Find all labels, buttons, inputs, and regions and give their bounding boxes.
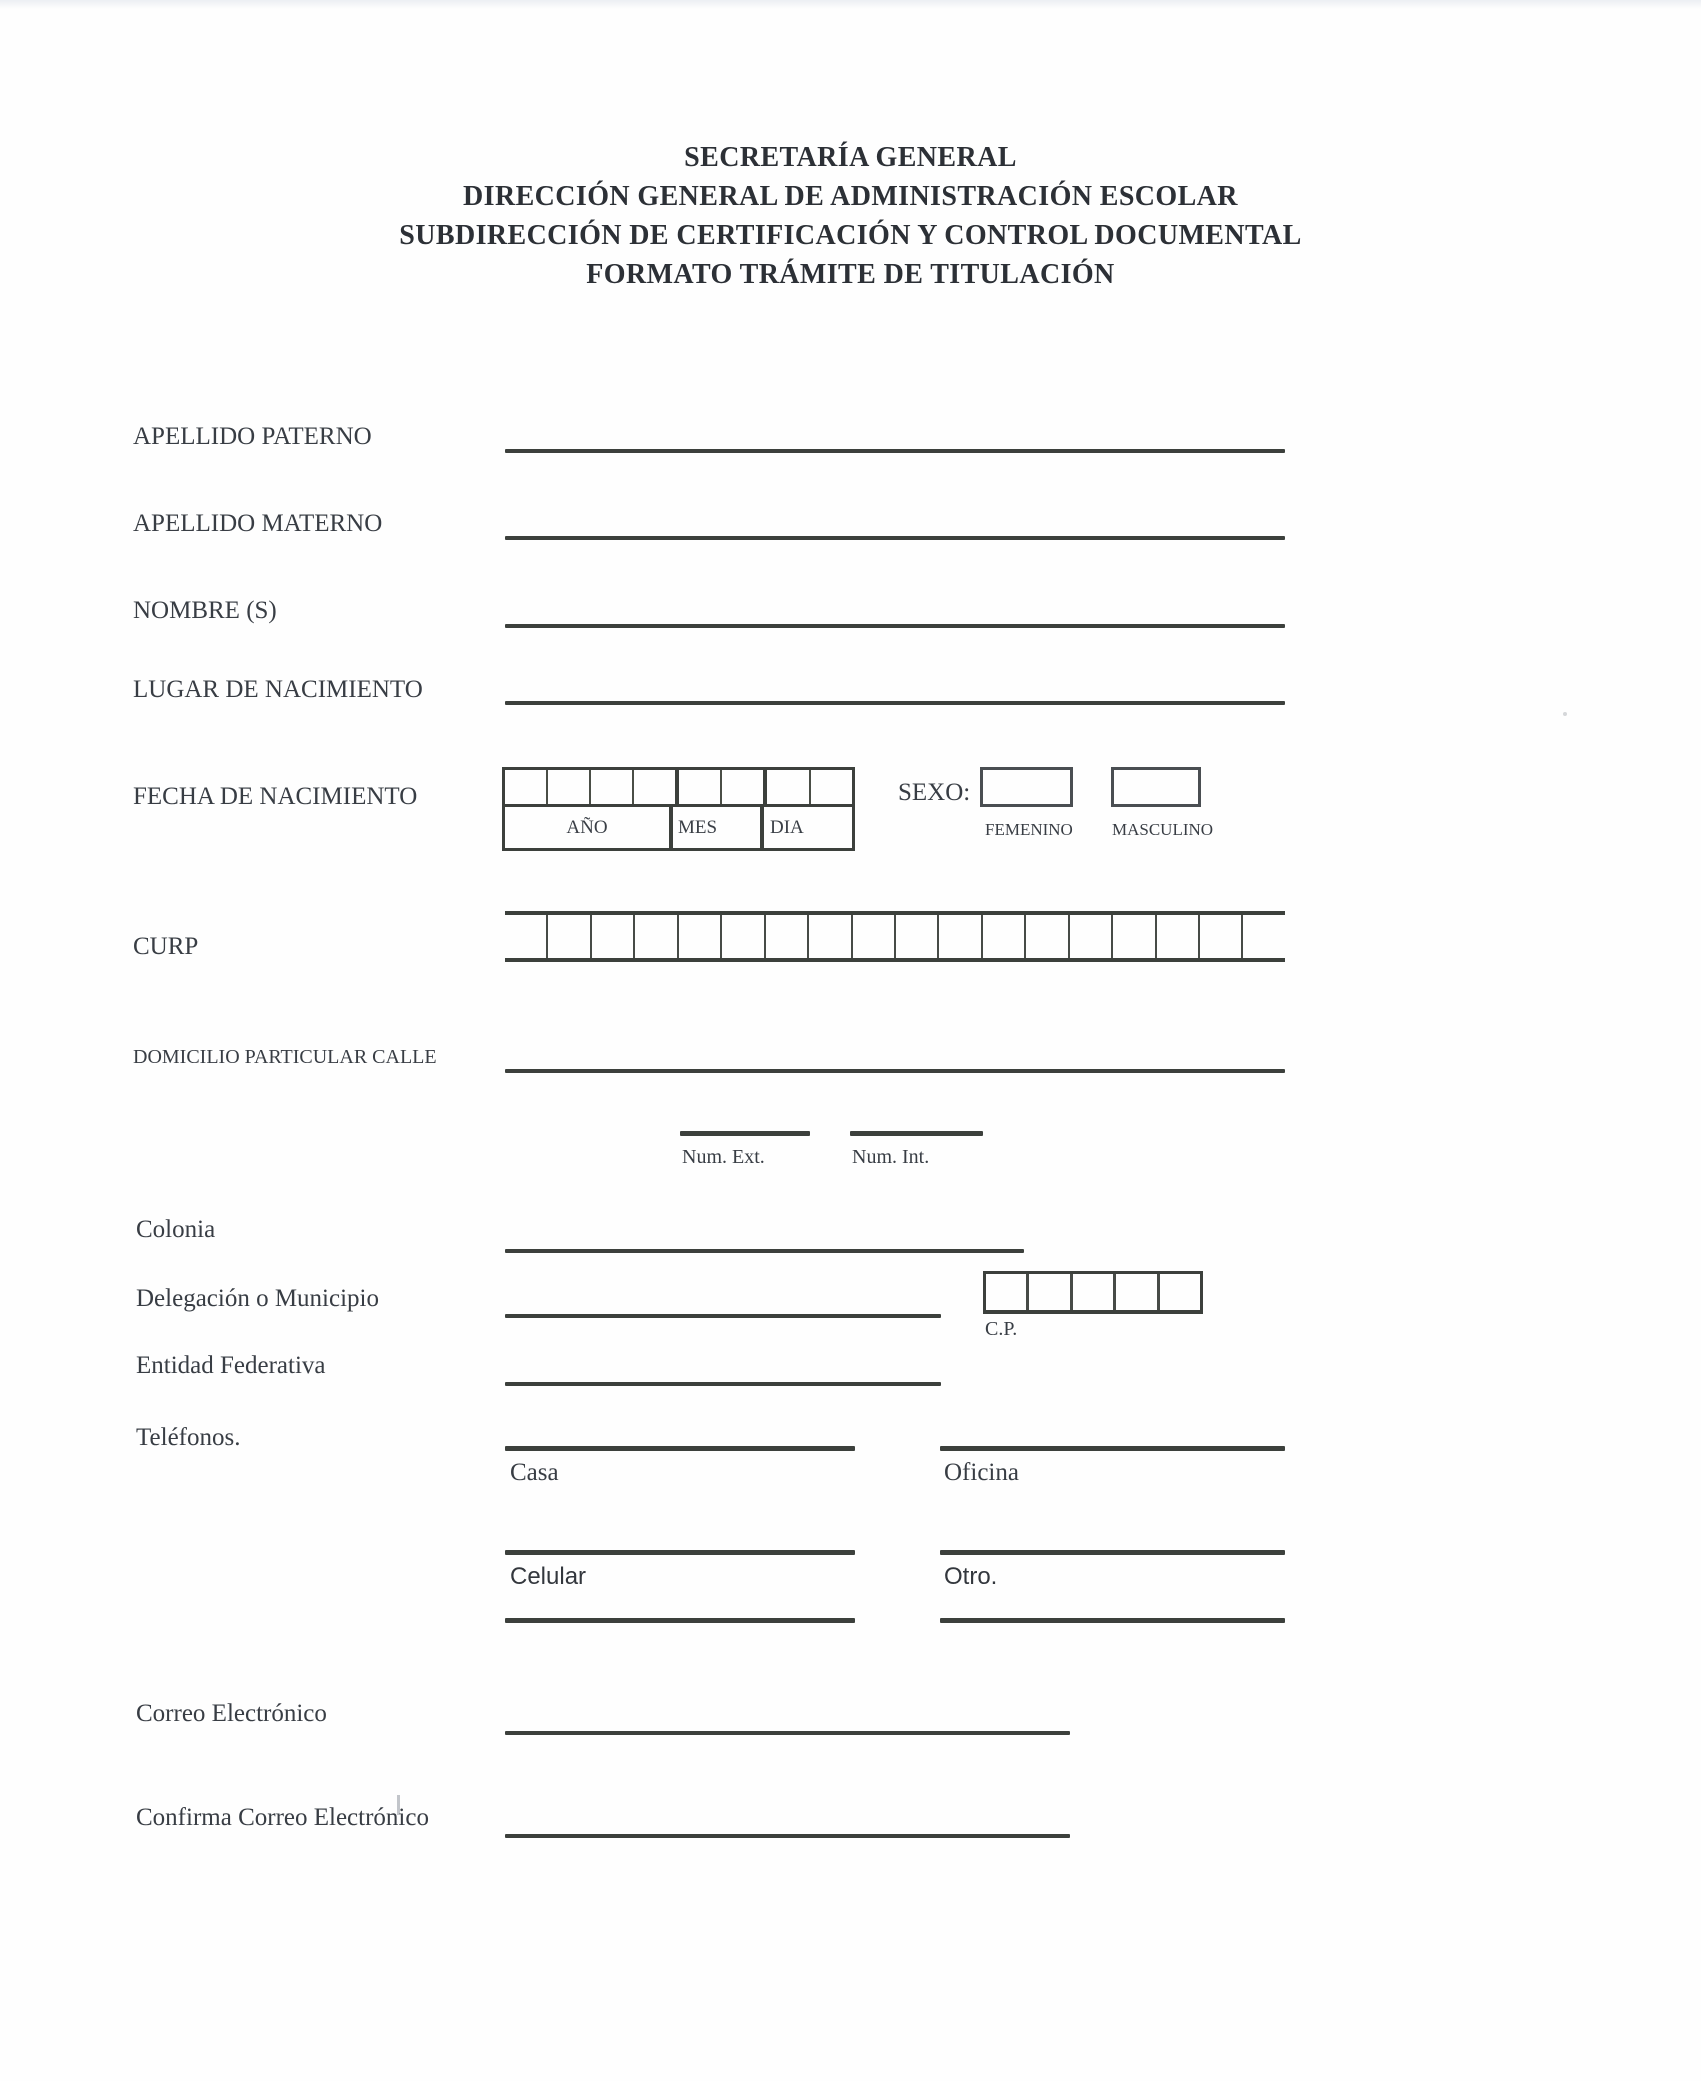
char-cell[interactable]: [1070, 1274, 1113, 1310]
char-cell[interactable]: [1198, 915, 1241, 958]
telefono-celular-field[interactable]: [505, 1550, 855, 1555]
birthdate-caption-row: [505, 807, 852, 848]
char-cell[interactable]: [1026, 1274, 1069, 1310]
oficina-caption: Oficina: [944, 1459, 1019, 1486]
scanner-edge-artifact: [0, 0, 1701, 9]
lugar-nacimiento-label: LUGAR DE NACIMIENTO: [133, 676, 423, 703]
char-cell[interactable]: [1024, 915, 1067, 958]
casa-caption: Casa: [510, 1459, 559, 1486]
colonia-label: Colonia: [136, 1216, 216, 1243]
confirma-correo-label: Confirma Correo Electrónico: [136, 1804, 429, 1831]
char-cell[interactable]: [764, 915, 807, 958]
entidad-federativa-field[interactable]: [505, 1382, 941, 1386]
curp-grid[interactable]: [505, 911, 1285, 962]
apellido-materno-field[interactable]: [505, 536, 1285, 540]
char-cell[interactable]: [807, 915, 850, 958]
birthdate-cells-row[interactable]: [505, 770, 852, 807]
telefono-otro-field[interactable]: [940, 1550, 1285, 1555]
char-cell[interactable]: [589, 770, 632, 804]
curp-label: CURP: [133, 933, 199, 960]
num-int-field[interactable]: [850, 1131, 983, 1136]
delegacion-municipio-field[interactable]: [505, 1314, 941, 1318]
otro-caption: Otro.: [944, 1563, 998, 1590]
char-cell[interactable]: [981, 915, 1024, 958]
confirma-correo-field[interactable]: [505, 1834, 1070, 1838]
delegacion-municipio-label: Delegación o Municipio: [136, 1285, 379, 1312]
entidad-federativa-label: Entidad Federativa: [136, 1352, 326, 1379]
char-cell[interactable]: [590, 915, 633, 958]
birthdate-day-cells[interactable]: [763, 770, 852, 804]
masculino-caption: MASCULINO: [1112, 820, 1214, 839]
lugar-nacimiento-field[interactable]: [505, 701, 1285, 705]
char-cell[interactable]: [986, 1274, 1026, 1310]
telefono-celular-underline: [505, 1618, 855, 1623]
domicilio-calle-field[interactable]: [505, 1069, 1285, 1073]
header-line-subdireccion: SUBDIRECCIÓN DE CERTIFICACIÓN Y CONTROL DOCUMENTAL: [399, 220, 1302, 251]
sexo-masculino-checkbox[interactable]: [1111, 767, 1201, 807]
cp-cells[interactable]: [986, 1274, 1200, 1310]
sexo-femenino-checkbox[interactable]: [980, 767, 1073, 807]
header-line-direccion: DIRECCIÓN GENERAL DE ADMINISTRACIÓN ESCOLAR: [463, 181, 1238, 212]
char-cell[interactable]: [1111, 915, 1154, 958]
char-cell[interactable]: [767, 770, 808, 804]
cp-grid[interactable]: [983, 1271, 1203, 1314]
form-header: [0, 138, 1701, 294]
char-cell[interactable]: [1068, 915, 1111, 958]
char-cell[interactable]: [1241, 915, 1284, 958]
mes-caption: MES: [669, 807, 760, 848]
char-cell[interactable]: [894, 915, 937, 958]
birthdate-month-cells[interactable]: [675, 770, 764, 804]
header-line-formato: FORMATO TRÁMITE DE TITULACIÓN: [586, 259, 1115, 290]
num-int-caption: Num. Int.: [852, 1146, 930, 1168]
char-cell[interactable]: [720, 915, 763, 958]
telefonos-label: Teléfonos.: [136, 1424, 241, 1451]
dia-caption: DIA: [760, 807, 852, 848]
char-cell[interactable]: [937, 915, 980, 958]
correo-field[interactable]: [505, 1731, 1070, 1735]
celular-caption: Celular: [510, 1563, 587, 1590]
char-cell[interactable]: [546, 770, 589, 804]
cp-caption: C.P.: [985, 1318, 1018, 1340]
nombres-label: NOMBRE (S): [133, 597, 277, 624]
telefono-otro-underline: [940, 1618, 1285, 1623]
char-cell[interactable]: [1113, 1274, 1156, 1310]
scan-speck: [1563, 712, 1567, 716]
apellido-paterno-field[interactable]: [505, 449, 1285, 453]
birthdate-year-cells[interactable]: [505, 770, 675, 804]
char-cell[interactable]: [677, 915, 720, 958]
colonia-field[interactable]: [505, 1249, 1024, 1253]
apellido-materno-label: APELLIDO MATERNO: [133, 510, 383, 537]
curp-cells[interactable]: [505, 915, 1285, 958]
char-cell[interactable]: [851, 915, 894, 958]
num-ext-caption: Num. Ext.: [682, 1146, 765, 1168]
char-cell[interactable]: [505, 770, 546, 804]
nombres-field[interactable]: [505, 624, 1285, 628]
telefono-oficina-field[interactable]: [940, 1446, 1285, 1451]
header-line-secretaria: SECRETARÍA GENERAL: [684, 142, 1017, 173]
apellido-paterno-label: APELLIDO PATERNO: [133, 423, 372, 450]
char-cell[interactable]: [1157, 1274, 1200, 1310]
correo-label: Correo Electrónico: [136, 1700, 327, 1727]
anio-caption: AÑO: [566, 816, 608, 838]
char-cell[interactable]: [505, 915, 546, 958]
num-ext-field[interactable]: [680, 1131, 810, 1136]
char-cell[interactable]: [633, 915, 676, 958]
char-cell[interactable]: [546, 915, 589, 958]
char-cell[interactable]: [1155, 915, 1198, 958]
fecha-nacimiento-label: FECHA DE NACIMIENTO: [133, 783, 418, 810]
char-cell[interactable]: [720, 770, 763, 804]
femenino-caption: FEMENINO: [985, 820, 1073, 839]
domicilio-calle-label: DOMICILIO PARTICULAR CALLE: [133, 1046, 437, 1068]
telefono-casa-field[interactable]: [505, 1446, 855, 1451]
char-cell[interactable]: [679, 770, 720, 804]
sexo-label: SEXO:: [898, 779, 971, 806]
birthdate-grid[interactable]: [502, 767, 855, 851]
char-cell[interactable]: [809, 770, 852, 804]
char-cell[interactable]: [632, 770, 675, 804]
